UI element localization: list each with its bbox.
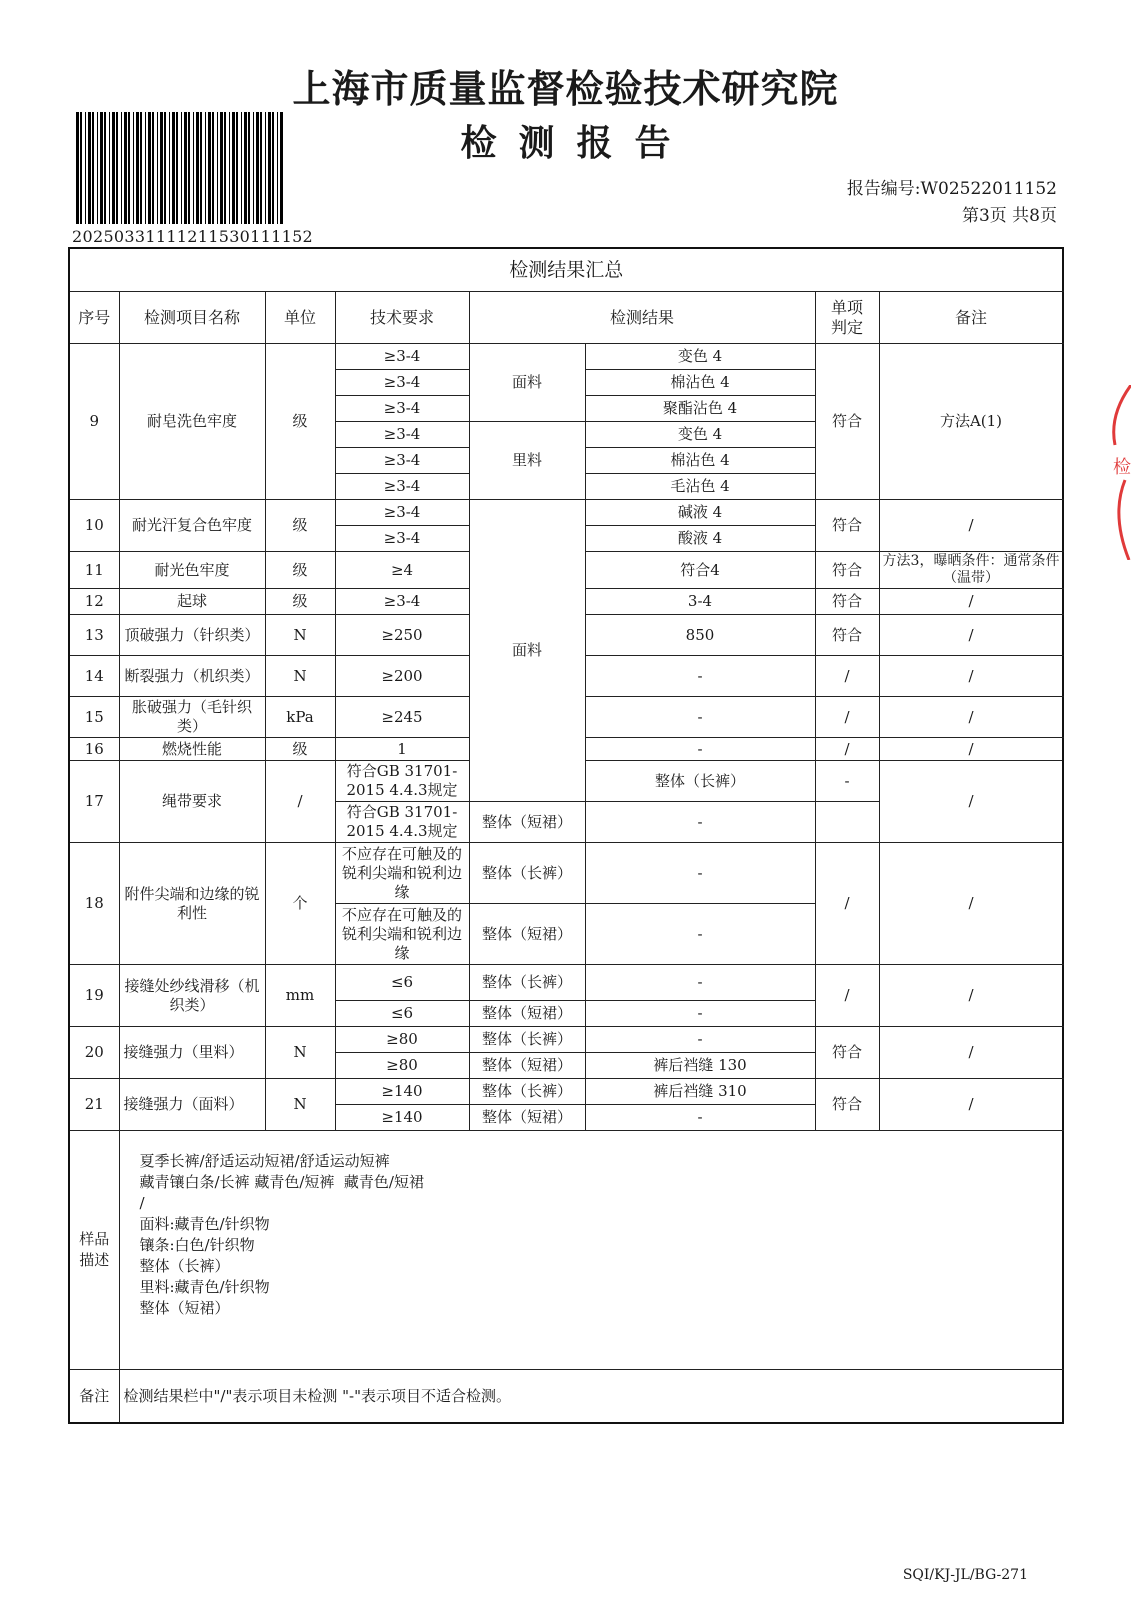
header-remark: 备注 [879,292,1063,344]
header-item: 检测项目名称 [119,292,265,344]
red-seal-stamp [1105,385,1131,560]
header-unit: 单位 [265,292,335,344]
barcode-number: 20250331111211530111152 [72,227,314,246]
table-row: 19 接缝处纱线滑移（机织类） mm ≤6 整体（长裤） - / / [69,965,1063,1001]
table-row: 12 起球 级 ≥3-4 3-4 符合 / [69,589,1063,615]
note-label: 备注 [69,1370,119,1424]
test-results-table: 检测结果汇总 序号 检测项目名称 单位 技术要求 检测结果 单项 判定 备注 9 耐皂洗色牢度 级 ≥3-4 面料 变色 4 符合 方法A(1) ≥3-4 棉沾色 4 ≥3-4 聚酯沾色 4 ≥3-4 里料 变色 4 ≥3-4 棉沾色 4 ≥3-4 毛沾色 4 10 耐光汗复合色牢度 级 ≥3-4 面料 碱液 4 符合 / ≥3-4 酸液 4 11 耐光色牢度 级 ≥4 符合4 符合 方法3，曝晒条件：通常条件（温带） 12 起球 级 ≥3-4 3-4 符合 / 13 顶破强力（针织类） N ≥250 850 符合 / 14 断裂强力（机织类） N ≥200 - / / 15 胀破强力（毛针织类） kPa ≥245 - / / 16 燃烧性能 级 1 - / / 17 绳带要求 / 符合GB 31701-2015 4.4.3规定 整体（长裤） - / 符合GB 31701-2015 4.4.3规定 整体（短裙） - 18 附件尖端和边缘的锐利性 个 不应存在可触及的锐利尖端和锐利边缘 整体（长裤） - / / 不应存在可触及的锐利尖端和锐利边缘 整体（短裙） - 19 接缝处纱线滑移（机织类） mm ≤6 整体（长裤） - / / ≤6 整体（短裙） - 20 接缝强力（里料） N ≥80 整体（长裤） - 符合 / ≥80 整体（短裙） 裤后裆缝 130 21 接缝强力（面料） N ≥140 整体（长裤） 裤后裆缝 310 符合 / ≥140 整体（短裙） - 样品描述 夏季长裤/舒适运动短裙/舒适运动短裤 藏青镶白条/长裤 藏青色/短裤 藏青色/短裙 / 面料:藏青色/针织物 镶条:白色/针织物 整体（长裤） 里料:藏青色/针织物 整体（短裙） 备注 检测结果栏中"/"表示项目未检测 "-"表示项目不适合检测。 [68,247,1064,1424]
table-row: 15 胀破强力（毛针织类） kPa ≥245 - / / [69,697,1063,738]
table-row: 9 耐皂洗色牢度 级 ≥3-4 面料 变色 4 符合 方法A(1) [69,344,1063,370]
sample-description: 夏季长裤/舒适运动短裙/舒适运动短裤 藏青镶白条/长裤 藏青色/短裤 藏青色/短裙 / 面料:藏青色/针织物 镶条:白色/针织物 整体（长裤） 里料:藏青色/针织物 整体（短裙） [119,1131,1063,1370]
table-row: 18 附件尖端和边缘的锐利性 个 不应存在可触及的锐利尖端和锐利边缘 整体（长裤） - / / [69,843,1063,904]
header-seq: 序号 [69,292,119,344]
table-row: 21 接缝强力（面料） N ≥140 整体（长裤） 裤后裆缝 310 符合 / [69,1079,1063,1105]
part-fabric: 面料 [469,500,585,802]
document-title: 检测报告 [460,122,693,164]
table-row: 11 耐光色牢度 级 ≥4 符合4 符合 方法3，曝晒条件：通常条件（温带） [69,552,1063,589]
form-code: SQI/KJ-JL/BG-271 [902,1567,1028,1583]
svg-text:检: 检 [1113,457,1131,478]
institute-name: 上海市质量监督检验技术研究院 [292,66,839,111]
sample-label: 样品描述 [69,1131,119,1370]
table-row: 13 顶破强力（针织类） N ≥250 850 符合 / [69,615,1063,656]
header-judgement: 单项 判定 [815,292,879,344]
report-number: 报告编号:W02522011152 [846,179,1057,199]
table-row: 17 绳带要求 / 符合GB 31701-2015 4.4.3规定 整体（长裤） - / [69,761,1063,802]
note-row [69,1370,1063,1424]
table-row: 20 接缝强力（里料） N ≥80 整体（长裤） - 符合 / [69,1027,1063,1053]
page-info: 第3页 共8页 [961,206,1057,226]
table-row: 10 耐光汗复合色牢度 级 ≥3-4 面料 碱液 4 符合 / [69,500,1063,526]
note-text: 检测结果栏中"/"表示项目未检测 "-"表示项目不适合检测。 [119,1370,1063,1424]
header-result: 检测结果 [469,292,815,344]
header-requirement: 技术要求 [335,292,469,344]
sample-description-row [69,1131,1063,1370]
table-row: 16 燃烧性能 级 1 - / / [69,738,1063,761]
barcode-image [76,112,284,224]
table-row: 14 断裂强力（机织类） N ≥200 - / / [69,656,1063,697]
summary-title: 检测结果汇总 [69,248,1063,292]
